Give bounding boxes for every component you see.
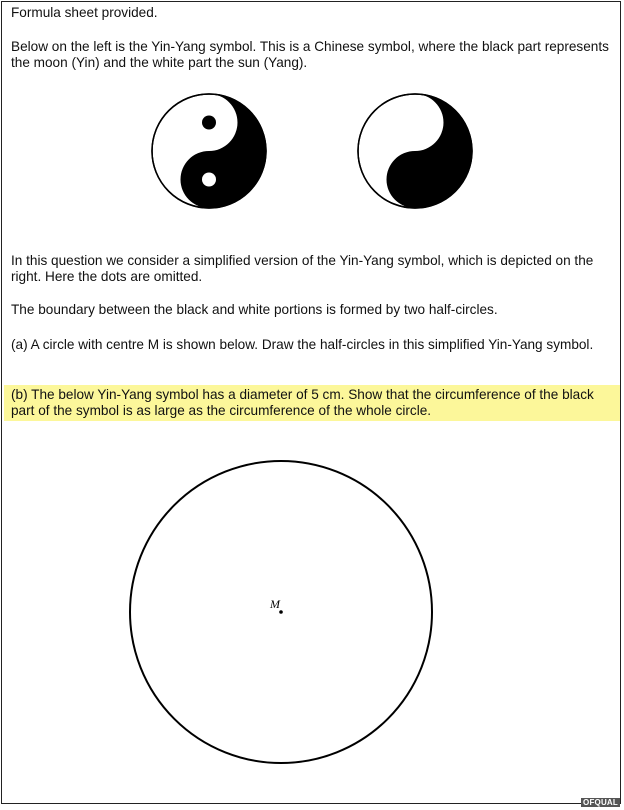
formula-sheet-note: Formula sheet provided. <box>11 5 158 20</box>
simplified-paragraph: In this question we consider a simplified version of the Yin-Yang symbol, which is depicted on the right. Here the dots are omitted. <box>11 253 594 284</box>
ofqual-watermark: OFQUAL <box>583 798 618 807</box>
centre-label: M <box>270 597 280 611</box>
part-b-question: (b) The below Yin-Yang symbol has a diameter of 5 cm. Show that the circumference of the black part of the symbol is as large as the circumference of the whole circle. <box>11 387 594 418</box>
part-a-question: (a) A circle with centre M is shown below. Draw the half-circles in this simplified Yin-Yang symbol. <box>11 337 594 352</box>
boundary-paragraph: The boundary between the black and white portions is formed by two half-circles. <box>11 302 498 317</box>
intro-paragraph: Below on the left is the Yin-Yang symbol. This is a Chinese symbol, where the black part represents the moon (Yin) and the white part the sun (Yang). <box>11 39 609 70</box>
